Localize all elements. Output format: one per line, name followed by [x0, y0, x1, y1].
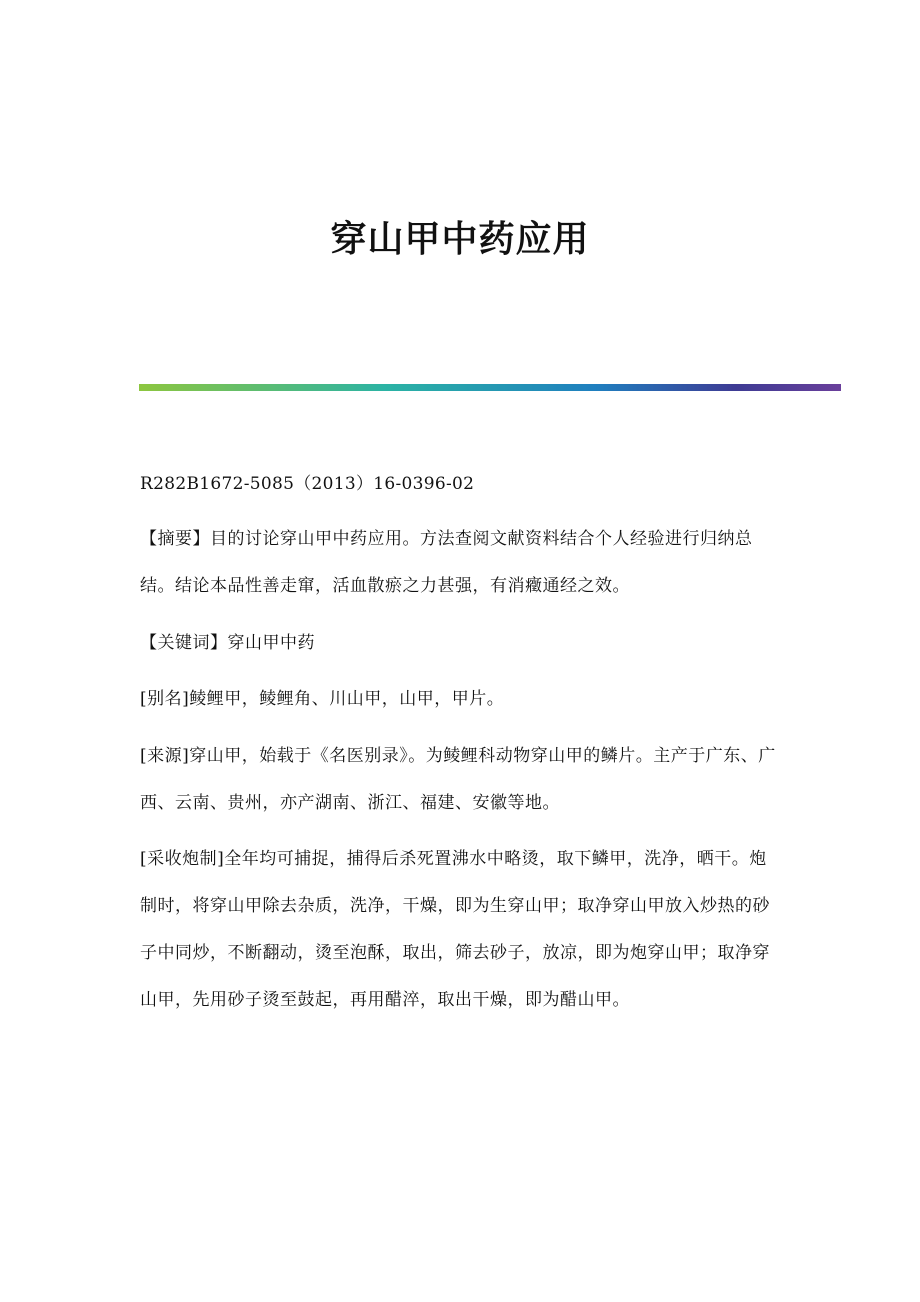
abstract-text: 【摘要】目的讨论穿山甲中药应用。方法查阅文献资料结合个人经验进行归纳总结。结论本品性善走窜，活血散瘀之力甚强，有消癥通经之效。	[140, 529, 753, 596]
processing-text: [采收炮制]全年均可捕捉，捕得后杀死置沸水中略烫，取下鳞甲，洗净，晒干。炮制时，将穿山甲除去杂质，洗净，干燥，即为生穿山甲；取净穿山甲放入炒热的砂子中同炒，不断翻动，烫至泡酥，取出，筛去砂子，放凉，即为炮穿山甲；取净穿山甲，先用砂子烫至鼓起，再用醋淬，取出干燥，即为醋山甲。	[140, 849, 770, 1010]
keywords-paragraph	[140, 620, 780, 667]
alias-text: [别名]鲮鲤甲，鲮鲤角、川山甲，山甲，甲片。	[140, 689, 505, 709]
keywords-text: 【关键词】穿山甲中药	[140, 633, 315, 653]
abstract-paragraph	[140, 516, 780, 610]
source-text: [来源]穿山甲，始载于《名医别录》。为鲮鲤科动物穿山甲的鳞片。主产于广东、广西、云南、贵州，亦产湖南、浙江、福建、安徽等地。	[140, 746, 776, 813]
document-title: 穿山甲中药应用	[330, 219, 590, 260]
classification-code: R282B1672-5085（2013）16-0396-02	[140, 474, 475, 494]
title-divider-bar	[139, 384, 841, 391]
source-paragraph	[140, 733, 780, 827]
processing-paragraph	[140, 836, 780, 1024]
alias-paragraph	[140, 676, 780, 723]
